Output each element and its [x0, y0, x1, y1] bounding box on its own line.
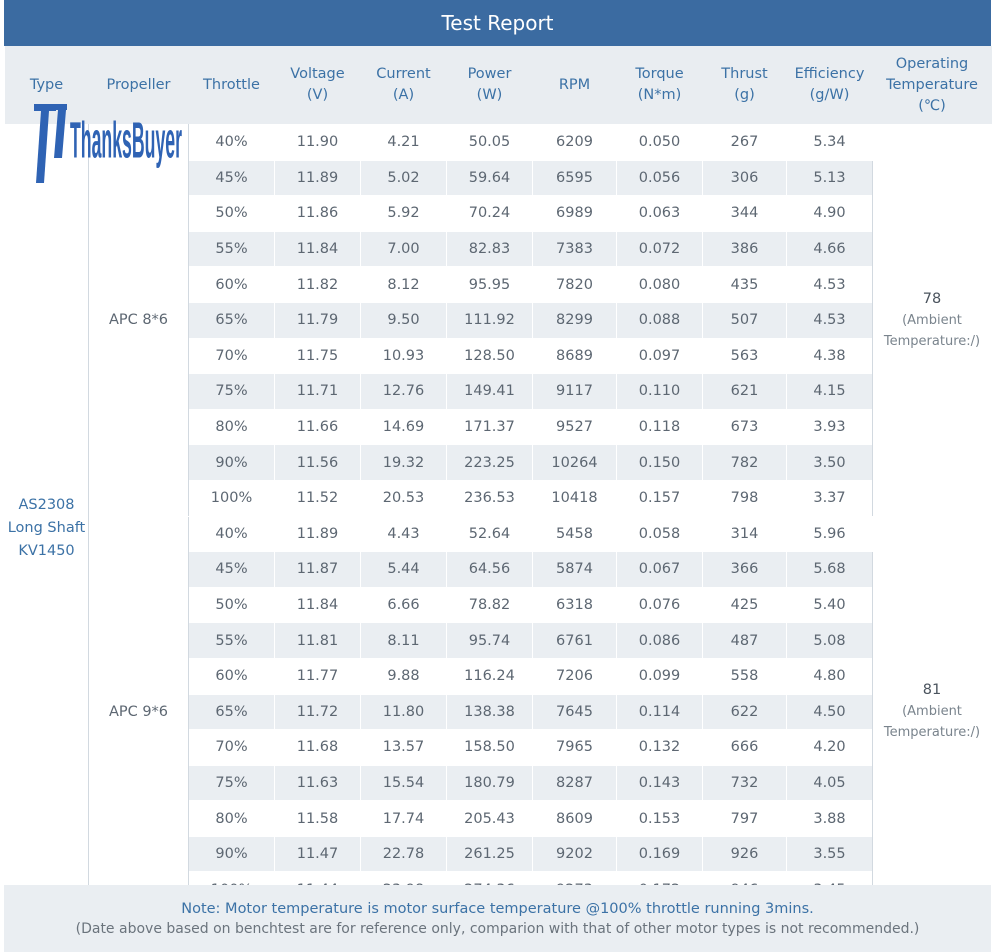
voltage-cell: 11.72 — [275, 694, 361, 730]
efficiency-cell: 5.96 — [787, 516, 873, 552]
efficiency-cell: 4.05 — [787, 765, 873, 801]
efficiency-cell: 4.15 — [787, 374, 873, 410]
motor-type-line-3: KV1450 — [18, 542, 75, 559]
power-cell: 50.05 — [447, 125, 533, 161]
rpm-cell: 7206 — [533, 658, 617, 694]
rpm-cell: 8299 — [533, 302, 617, 338]
thrust-cell: 563 — [703, 338, 787, 374]
torque-cell: 0.118 — [617, 409, 703, 445]
temperature-note-1: (Ambient — [902, 312, 962, 328]
thrust-cell: 366 — [703, 552, 787, 588]
propeller-cell: APC 9*6 — [89, 516, 189, 908]
torque-cell: 0.086 — [617, 623, 703, 659]
torque-cell: 0.050 — [617, 125, 703, 161]
thrust-cell: 797 — [703, 801, 787, 837]
table-row — [5, 516, 992, 552]
header-current-unit: (A) — [392, 87, 415, 103]
rpm-cell: 7965 — [533, 730, 617, 766]
header-efficiency — [787, 46, 873, 125]
current-cell: 8.11 — [361, 623, 447, 659]
power-cell: 205.43 — [447, 801, 533, 837]
efficiency-cell: 4.80 — [787, 658, 873, 694]
rpm-cell: 5458 — [533, 516, 617, 552]
rpm-cell: 8609 — [533, 801, 617, 837]
current-cell: 14.69 — [361, 409, 447, 445]
voltage-cell: 11.90 — [275, 125, 361, 161]
throttle-cell: 70% — [189, 338, 275, 374]
rpm-cell: 6595 — [533, 160, 617, 196]
voltage-cell: 11.82 — [275, 267, 361, 303]
rpm-cell: 7820 — [533, 267, 617, 303]
thrust-cell: 666 — [703, 730, 787, 766]
current-cell: 17.74 — [361, 801, 447, 837]
power-cell: 261.25 — [447, 836, 533, 872]
current-cell: 7.00 — [361, 231, 447, 267]
throttle-cell: 45% — [189, 552, 275, 588]
thrust-cell: 673 — [703, 409, 787, 445]
throttle-cell: 40% — [189, 516, 275, 552]
voltage-cell: 11.47 — [275, 836, 361, 872]
voltage-cell: 11.77 — [275, 658, 361, 694]
rpm-cell: 8287 — [533, 765, 617, 801]
torque-cell: 0.080 — [617, 267, 703, 303]
throttle-cell: 40% — [189, 125, 275, 161]
rpm-cell: 10418 — [533, 480, 617, 516]
temperature-value: 78 — [922, 290, 942, 307]
voltage-cell: 11.86 — [275, 196, 361, 232]
power-cell: 52.64 — [447, 516, 533, 552]
torque-cell: 0.114 — [617, 694, 703, 730]
torque-cell: 0.143 — [617, 765, 703, 801]
rpm-cell: 6761 — [533, 623, 617, 659]
torque-cell: 0.072 — [617, 231, 703, 267]
voltage-cell: 11.56 — [275, 445, 361, 481]
header-temperature — [873, 46, 992, 125]
header-rpm: RPM — [533, 46, 617, 125]
motor-type-line-1: AS2308 — [18, 496, 75, 513]
efficiency-cell: 4.53 — [787, 302, 873, 338]
throttle-cell: 80% — [189, 801, 275, 837]
table-body — [5, 125, 992, 908]
torque-cell: 0.088 — [617, 302, 703, 338]
power-cell: 171.37 — [447, 409, 533, 445]
power-cell: 223.25 — [447, 445, 533, 481]
torque-cell: 0.150 — [617, 445, 703, 481]
efficiency-cell: 5.13 — [787, 160, 873, 196]
throttle-cell: 50% — [189, 196, 275, 232]
thrust-cell: 926 — [703, 836, 787, 872]
thrust-cell: 798 — [703, 480, 787, 516]
efficiency-cell: 3.37 — [787, 480, 873, 516]
rpm-cell: 6989 — [533, 196, 617, 232]
thrust-cell: 267 — [703, 125, 787, 161]
power-cell: 78.82 — [447, 587, 533, 623]
power-cell: 64.56 — [447, 552, 533, 588]
power-cell: 236.53 — [447, 480, 533, 516]
efficiency-cell: 3.93 — [787, 409, 873, 445]
efficiency-cell: 3.50 — [787, 445, 873, 481]
header-thrust-label: Thrust — [721, 66, 768, 82]
logo-wordmark: ThanksBuyer — [70, 110, 182, 169]
header-type: Type — [5, 46, 89, 125]
current-cell: 9.88 — [361, 658, 447, 694]
throttle-cell: 65% — [189, 302, 275, 338]
voltage-cell: 11.66 — [275, 409, 361, 445]
logo-mark-icon — [34, 104, 67, 183]
current-cell: 5.92 — [361, 196, 447, 232]
power-cell: 59.64 — [447, 160, 533, 196]
thanksbuyer-logo — [34, 98, 184, 188]
header-efficiency-label: Efficiency — [794, 66, 865, 82]
throttle-cell: 100% — [189, 480, 275, 516]
power-cell: 158.50 — [447, 730, 533, 766]
torque-cell: 0.153 — [617, 801, 703, 837]
rpm-cell: 5874 — [533, 552, 617, 588]
throttle-cell: 55% — [189, 623, 275, 659]
voltage-cell: 11.58 — [275, 801, 361, 837]
header-current-label: Current — [376, 66, 431, 82]
voltage-cell: 11.81 — [275, 623, 361, 659]
footer-notes — [4, 885, 991, 952]
efficiency-cell: 4.20 — [787, 730, 873, 766]
current-cell: 19.32 — [361, 445, 447, 481]
voltage-cell: 11.79 — [275, 302, 361, 338]
throttle-cell: 60% — [189, 267, 275, 303]
efficiency-cell: 5.40 — [787, 587, 873, 623]
throttle-cell: 80% — [189, 409, 275, 445]
operating-temperature-cell — [873, 125, 992, 517]
voltage-cell: 11.52 — [275, 480, 361, 516]
torque-cell: 0.076 — [617, 587, 703, 623]
efficiency-cell: 4.50 — [787, 694, 873, 730]
temperature-note-2: Temperature:/) — [883, 725, 981, 741]
current-cell: 6.66 — [361, 587, 447, 623]
rpm-cell: 6209 — [533, 125, 617, 161]
thrust-cell: 435 — [703, 267, 787, 303]
throttle-cell: 55% — [189, 231, 275, 267]
current-cell: 5.02 — [361, 160, 447, 196]
throttle-cell: 75% — [189, 765, 275, 801]
torque-cell: 0.110 — [617, 374, 703, 410]
temperature-note-2: Temperature:/) — [883, 333, 981, 349]
footer-disclaimer: (Date above based on benchtest are for reference only, comparion with that of other motor types is not recommended.) — [75, 921, 920, 937]
current-cell: 9.50 — [361, 302, 447, 338]
propeller-cell: APC 8*6 — [89, 125, 189, 517]
voltage-cell: 11.84 — [275, 587, 361, 623]
rpm-cell: 9202 — [533, 836, 617, 872]
current-cell: 4.43 — [361, 516, 447, 552]
voltage-cell: 11.63 — [275, 765, 361, 801]
operating-temperature-cell — [873, 516, 992, 908]
motor-type-cell — [5, 125, 89, 908]
power-cell: 128.50 — [447, 338, 533, 374]
header-temperature-unit: (℃) — [918, 97, 946, 114]
torque-cell: 0.058 — [617, 516, 703, 552]
current-cell: 10.93 — [361, 338, 447, 374]
efficiency-cell: 3.55 — [787, 836, 873, 872]
header-temperature-label-2: Temperature — [886, 76, 978, 93]
header-current — [361, 46, 447, 125]
rpm-cell: 9527 — [533, 409, 617, 445]
throttle-cell: 50% — [189, 587, 275, 623]
torque-cell: 0.132 — [617, 730, 703, 766]
torque-cell: 0.063 — [617, 196, 703, 232]
thrust-cell: 732 — [703, 765, 787, 801]
torque-cell: 0.056 — [617, 160, 703, 196]
current-cell: 8.12 — [361, 267, 447, 303]
thrust-cell: 622 — [703, 694, 787, 730]
voltage-cell: 11.68 — [275, 730, 361, 766]
power-cell: 111.92 — [447, 302, 533, 338]
temperature-value: 81 — [922, 682, 942, 699]
voltage-cell: 11.84 — [275, 231, 361, 267]
header-efficiency-unit: (g/W) — [809, 87, 850, 103]
thrust-cell: 487 — [703, 623, 787, 659]
power-cell: 116.24 — [447, 658, 533, 694]
header-voltage-label: Voltage — [290, 66, 345, 82]
current-cell: 4.21 — [361, 125, 447, 161]
efficiency-cell: 4.38 — [787, 338, 873, 374]
efficiency-cell: 3.88 — [787, 801, 873, 837]
thrust-cell: 306 — [703, 160, 787, 196]
throttle-cell: 75% — [189, 374, 275, 410]
header-voltage-unit: (V) — [306, 87, 329, 103]
thrust-cell: 314 — [703, 516, 787, 552]
throttle-cell: 70% — [189, 730, 275, 766]
thrust-cell: 425 — [703, 587, 787, 623]
current-cell: 5.44 — [361, 552, 447, 588]
header-thrust-unit: (g) — [734, 87, 755, 103]
current-cell: 15.54 — [361, 765, 447, 801]
report-title: Test Report — [4, 0, 991, 46]
torque-cell: 0.169 — [617, 836, 703, 872]
header-power — [447, 46, 533, 125]
throttle-cell: 60% — [189, 658, 275, 694]
torque-cell: 0.157 — [617, 480, 703, 516]
current-cell: 11.80 — [361, 694, 447, 730]
power-cell: 82.83 — [447, 231, 533, 267]
rpm-cell: 10264 — [533, 445, 617, 481]
header-torque-unit: (N*m) — [637, 87, 682, 103]
rpm-cell: 7383 — [533, 231, 617, 267]
current-cell: 13.57 — [361, 730, 447, 766]
header-propeller: Propeller — [89, 46, 189, 125]
motor-type-line-2: Long Shaft — [7, 519, 86, 536]
torque-cell: 0.097 — [617, 338, 703, 374]
header-power-label: Power — [467, 66, 512, 82]
header-thrust — [703, 46, 787, 125]
efficiency-cell: 5.08 — [787, 623, 873, 659]
header-torque — [617, 46, 703, 125]
efficiency-cell: 4.53 — [787, 267, 873, 303]
power-cell: 138.38 — [447, 694, 533, 730]
thrust-cell: 507 — [703, 302, 787, 338]
power-cell: 95.74 — [447, 623, 533, 659]
voltage-cell: 11.89 — [275, 160, 361, 196]
throttle-cell: 90% — [189, 445, 275, 481]
voltage-cell: 11.89 — [275, 516, 361, 552]
header-power-unit: (W) — [476, 87, 503, 103]
torque-cell: 0.067 — [617, 552, 703, 588]
power-cell: 180.79 — [447, 765, 533, 801]
throttle-cell: 45% — [189, 160, 275, 196]
current-cell: 12.76 — [361, 374, 447, 410]
thrust-cell: 386 — [703, 231, 787, 267]
efficiency-cell: 5.34 — [787, 125, 873, 161]
thrust-cell: 558 — [703, 658, 787, 694]
temperature-note-1: (Ambient — [902, 704, 962, 720]
rpm-cell: 6318 — [533, 587, 617, 623]
rpm-cell: 7645 — [533, 694, 617, 730]
efficiency-cell: 4.66 — [787, 231, 873, 267]
voltage-cell: 11.75 — [275, 338, 361, 374]
voltage-cell: 11.87 — [275, 552, 361, 588]
rpm-cell: 8689 — [533, 338, 617, 374]
rpm-cell: 9117 — [533, 374, 617, 410]
throttle-cell: 65% — [189, 694, 275, 730]
efficiency-cell: 5.68 — [787, 552, 873, 588]
current-cell: 20.53 — [361, 480, 447, 516]
header-voltage — [275, 46, 361, 125]
header-temperature-label-1: Operating — [895, 55, 969, 72]
thrust-cell: 344 — [703, 196, 787, 232]
voltage-cell: 11.71 — [275, 374, 361, 410]
header-torque-label: Torque — [635, 66, 684, 82]
header-throttle: Throttle — [189, 46, 275, 125]
throttle-cell: 90% — [189, 836, 275, 872]
test-report-panel — [4, 0, 991, 952]
efficiency-cell: 4.90 — [787, 196, 873, 232]
power-cell: 70.24 — [447, 196, 533, 232]
torque-cell: 0.099 — [617, 658, 703, 694]
thrust-cell: 621 — [703, 374, 787, 410]
current-cell: 22.78 — [361, 836, 447, 872]
thrust-cell: 782 — [703, 445, 787, 481]
power-cell: 95.95 — [447, 267, 533, 303]
power-cell: 149.41 — [447, 374, 533, 410]
footer-note: Note: Motor temperature is motor surface temperature @100% throttle running 3mins. — [181, 901, 814, 917]
